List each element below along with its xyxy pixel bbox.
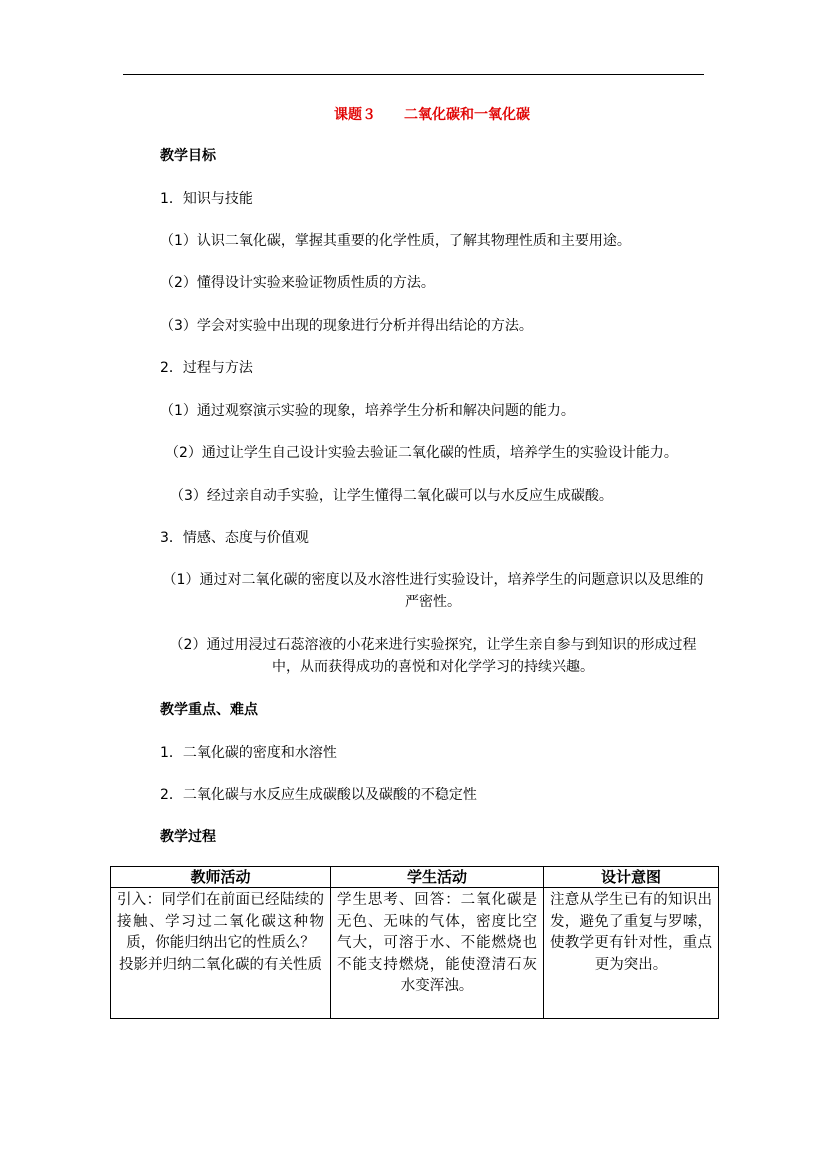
knowledge-item-1: （1）认识二氧化碳，掌握其重要的化学性质，了解其物理性质和主要用途。 (160, 233, 631, 249)
column-header-teacher: 教师活动 (111, 867, 331, 888)
header-rule (123, 74, 704, 75)
teacher-activity-intro: 引入：同学们在前面已经陆续的接触、学习过二氧化碳这种物质，你能归纳出它的性质么？ (117, 892, 324, 951)
emotion-item-1: （1）通过对二氧化碳的密度以及水溶性进行实验设计，培养学生的问题意识以及思维的严密性。 (162, 572, 704, 610)
process-item-3: （3）经过亲自动手实验，让学生懂得二氧化碳可以与水反应生成碳酸。 (170, 488, 613, 504)
teacher-activity-summary: 投影并归纳二氧化碳的有关性质 (119, 956, 322, 973)
key-points-heading: 教学重点、难点 (160, 702, 258, 718)
student-activity-cell (331, 888, 544, 1019)
teaching-process-table (110, 866, 719, 1019)
teaching-process-heading: 教学过程 (160, 829, 216, 845)
process-item-2: （2）通过让学生自己设计实验去验证二氧化碳的性质，培养学生的实验设计能力。 (165, 445, 678, 461)
key-point-2: 2．二氧化碳与水反应生成碳酸以及碳酸的不稳定性 (160, 787, 477, 803)
knowledge-item-2: （2）懂得设计实验来验证物质性质的方法。 (160, 275, 435, 291)
column-header-student: 学生活动 (331, 867, 544, 888)
table-row (111, 888, 719, 1019)
lesson-title: 课题３ 二氧化碳和一氧化碳 (334, 107, 530, 123)
knowledge-item-3: （3）学会对实验中出现的现象进行分析并得出结论的方法。 (160, 318, 533, 334)
emotion-item-2: （2）通过用浸过石蕊溶液的小花来进行实验探究，让学生亲自参与到知识的形成过程中，从而获得成功的喜悦和对化学学习的持续兴趣。 (169, 637, 697, 675)
column-header-intent: 设计意图 (544, 867, 719, 888)
process-heading: 2．过程与方法 (160, 360, 253, 376)
table-header-row (111, 867, 719, 888)
knowledge-heading: 1．知识与技能 (160, 191, 253, 207)
teacher-activity-cell (111, 888, 331, 1019)
student-activity-text: 学生思考、回答：二氧化碳是无色、无味的气体，密度比空气大，可溶于水、不能燃烧也不能支持燃烧，能使澄清石灰水变浑浊。 (337, 892, 537, 994)
design-intent-cell (544, 888, 719, 1019)
process-item-1: （1）通过观察演示实验的现象，培养学生分析和解决问题的能力。 (160, 403, 575, 419)
design-intent-text: 注意从学生已有的知识出发，避免了重复与罗嗦，使教学更有针对性，重点更为突出。 (550, 892, 712, 973)
emotion-heading: 3．情感、态度与价值观 (160, 530, 309, 546)
key-point-1: 1．二氧化碳的密度和水溶性 (160, 745, 337, 761)
objectives-heading: 教学目标 (160, 148, 216, 164)
